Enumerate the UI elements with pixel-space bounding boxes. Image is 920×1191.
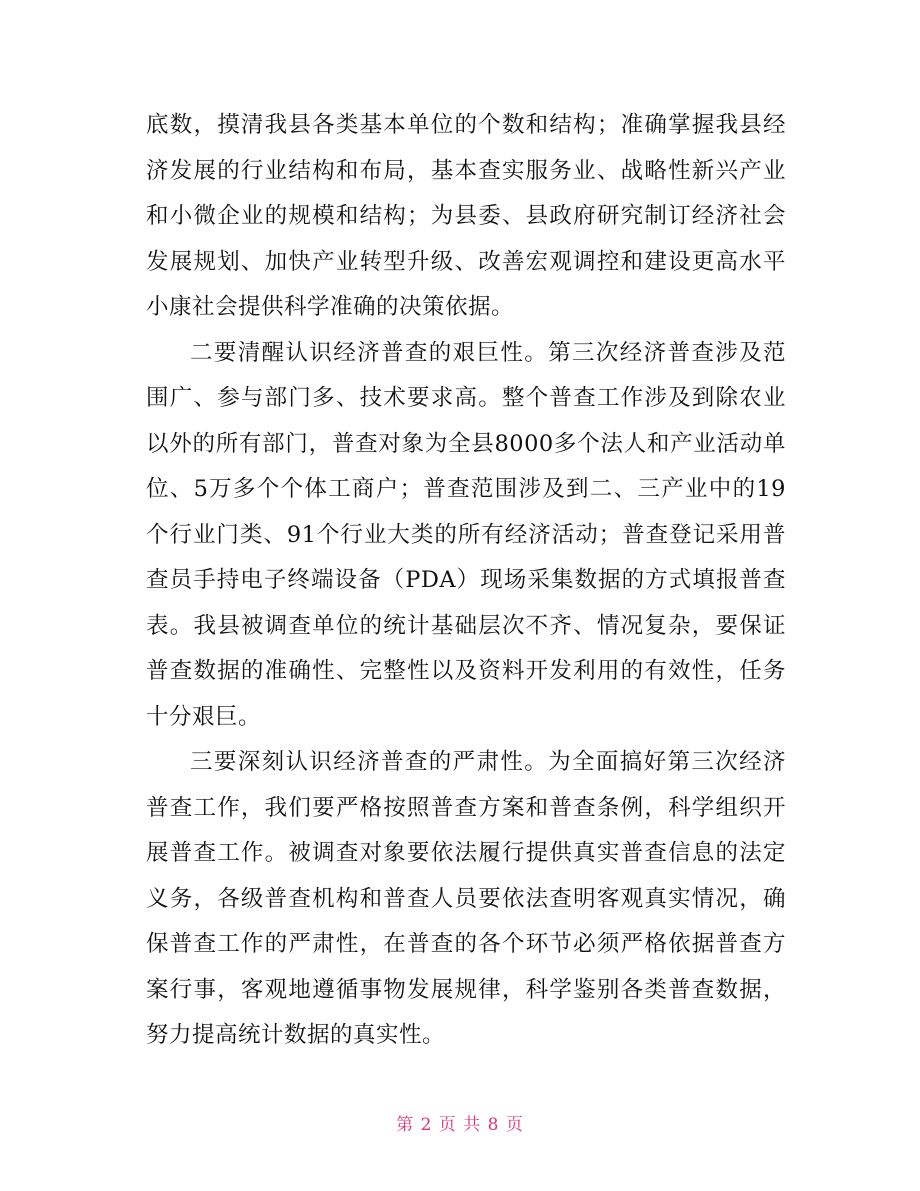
text-line: 保普查工作的严肃性，在普查的各个环节必须严格依据普查方 [146,931,786,957]
text-line: 查员手持电子终端设备（PDA）现场采集数据的方式填报普查 [146,567,786,593]
text-line: 济发展的行业结构和布局，基本查实服务业、战略性新兴产业 [146,157,786,184]
body-text [146,103,786,1059]
paragraph-start-line: 二要清醒认识经济普查的艰巨性。第三次经济普查涉及范 [190,339,786,366]
text-line: 展普查工作。被调查对象要依法履行提供真实普查信息的法定 [146,840,786,866]
text-line: 围广、参与部门多、技术要求高。整个普查工作涉及到除农业 [146,385,786,411]
text-line: 和小微企业的规模和结构；为县委、县政府研究制订经济社会 [146,203,786,229]
text-line: 位、5万多个个体工商户；普查范围涉及到二、三产业中的19 [146,476,786,502]
page-footer: 第 2 页 共 8 页 [396,1115,524,1135]
paragraph-start-line: 三要深刻认识经济普查的严肃性。为全面搞好第三次经济 [190,749,786,775]
text-line: 底数，摸清我县各类基本单位的个数和结构；准确掌握我县经 [146,112,786,138]
text-line: 小康社会提供科学准确的决策依据。 [146,294,515,320]
text-line: 个行业门类、91个行业大类的所有经济活动；普查登记采用普 [146,521,786,548]
text-line: 努力提高统计数据的真实性。 [146,1022,446,1048]
text-line: 十分艰巨。 [146,703,262,730]
text-line: 表。我县被调查单位的统计基础层次不齐、情况复杂，要保证 [146,612,786,639]
text-line: 以外的所有部门，普查对象为全县8000多个法人和产业活动单 [146,430,786,457]
text-line: 普查工作，我们要严格按照普查方案和普查条例，科学组织开 [146,794,786,821]
text-line: 发展规划、加快产业转型升级、改善宏观调控和建设更高水平 [146,248,786,275]
text-line: 普查数据的准确性、完整性以及资料开发利用的有效性，任务 [146,658,786,684]
text-line: 案行事，客观地遵循事物发展规律，科学鉴别各类普查数据， [146,976,786,1003]
text-line: 义务，各级普查机构和普查人员要依法查明客观真实情况，确 [146,885,786,912]
